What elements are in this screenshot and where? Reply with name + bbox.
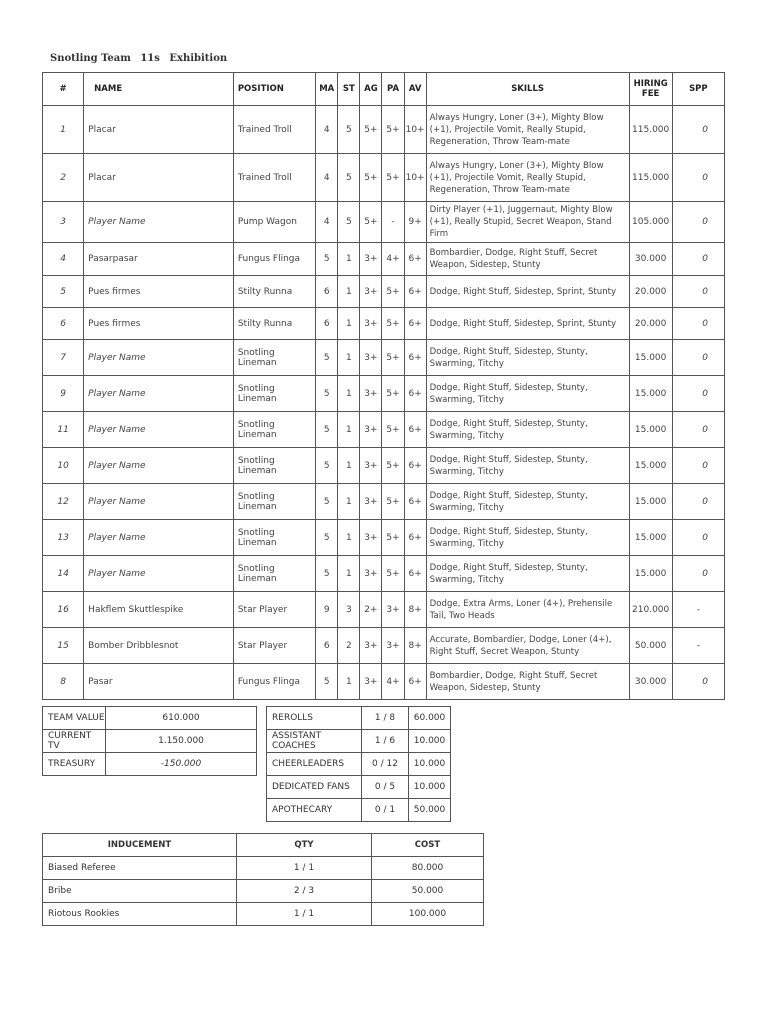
stat-ag: 3+ bbox=[360, 340, 382, 376]
stat-st: 1 bbox=[338, 664, 360, 700]
player-name: Pasarpasar bbox=[84, 243, 234, 276]
player-position: Stilty Runna bbox=[233, 308, 315, 340]
roster-row bbox=[43, 592, 725, 628]
staff-qty: 1 / 6 bbox=[362, 730, 409, 753]
stat-ma: 5 bbox=[316, 448, 338, 484]
player-number: 4 bbox=[43, 243, 84, 276]
player-spp: - bbox=[672, 628, 724, 664]
roster-row bbox=[43, 154, 725, 202]
player-spp: 0 bbox=[672, 520, 724, 556]
col-hiring-fee: HIRING FEE bbox=[629, 73, 672, 106]
hiring-fee: 15.000 bbox=[629, 556, 672, 592]
player-position: Snotling Lineman bbox=[233, 520, 315, 556]
staff-qty: 0 / 5 bbox=[362, 776, 409, 799]
hiring-fee: 15.000 bbox=[629, 376, 672, 412]
player-skills: Accurate, Bombardier, Dodge, Loner (4+), Right Stuff, Secret Weapon, Stunty bbox=[426, 628, 629, 664]
inducement-name: Biased Referee bbox=[43, 857, 237, 880]
player-name: Hakflem Skuttlespike bbox=[84, 592, 234, 628]
team-value-row bbox=[43, 753, 257, 776]
roster-row bbox=[43, 448, 725, 484]
inducement-name: Bribe bbox=[43, 880, 237, 903]
player-number: 15 bbox=[43, 628, 84, 664]
stat-ma: 5 bbox=[316, 556, 338, 592]
team-value-row bbox=[43, 707, 257, 730]
stat-pa: 5+ bbox=[382, 412, 404, 448]
stat-ag: 3+ bbox=[360, 243, 382, 276]
roster-row bbox=[43, 276, 725, 308]
player-skills: Always Hungry, Loner (3+), Mighty Blow (+1), Projectile Vomit, Really Stupid, Regeneration, Throw Team-mate bbox=[426, 154, 629, 202]
stat-pa: 4+ bbox=[382, 243, 404, 276]
team-name: Snotling Team bbox=[50, 53, 131, 64]
player-position: Stilty Runna bbox=[233, 276, 315, 308]
stat-ag: 3+ bbox=[360, 628, 382, 664]
stat-st: 5 bbox=[338, 202, 360, 243]
player-spp: - bbox=[672, 592, 724, 628]
inducement-row bbox=[43, 903, 484, 926]
player-position: Pump Wagon bbox=[233, 202, 315, 243]
player-spp: 0 bbox=[672, 308, 724, 340]
player-skills: Bombardier, Dodge, Right Stuff, Secret Weapon, Sidestep, Stunty bbox=[426, 243, 629, 276]
player-position: Snotling Lineman bbox=[233, 412, 315, 448]
stat-ma: 6 bbox=[316, 308, 338, 340]
player-skills: Dodge, Right Stuff, Sidestep, Stunty, Swarming, Titchy bbox=[426, 520, 629, 556]
stat-pa: 3+ bbox=[382, 628, 404, 664]
inducement-cost: 50.000 bbox=[372, 880, 484, 903]
team-value-table bbox=[42, 706, 257, 776]
col-skills: SKILLS bbox=[426, 73, 629, 106]
player-spp: 0 bbox=[672, 276, 724, 308]
player-spp: 0 bbox=[672, 154, 724, 202]
stat-av: 6+ bbox=[404, 556, 426, 592]
stat-ag: 3+ bbox=[360, 448, 382, 484]
col-name: NAME bbox=[84, 73, 234, 106]
col-position: POSITION bbox=[233, 73, 315, 106]
hiring-fee: 210.000 bbox=[629, 592, 672, 628]
stat-ma: 5 bbox=[316, 664, 338, 700]
stat-ag: 5+ bbox=[360, 154, 382, 202]
inducement-qty: 2 / 3 bbox=[237, 880, 372, 903]
player-number: 5 bbox=[43, 276, 84, 308]
player-name: Placar bbox=[84, 106, 234, 154]
roster-row bbox=[43, 243, 725, 276]
player-spp: 0 bbox=[672, 376, 724, 412]
staff-qty: 0 / 12 bbox=[362, 753, 409, 776]
player-number: 13 bbox=[43, 520, 84, 556]
stat-pa: 3+ bbox=[382, 592, 404, 628]
stat-ma: 9 bbox=[316, 592, 338, 628]
stat-st: 1 bbox=[338, 340, 360, 376]
team-value-label: TEAM VALUE bbox=[43, 707, 106, 730]
col-pa: PA bbox=[382, 73, 404, 106]
player-position: Snotling Lineman bbox=[233, 340, 315, 376]
stat-av: 9+ bbox=[404, 202, 426, 243]
player-number: 12 bbox=[43, 484, 84, 520]
inducement-row bbox=[43, 857, 484, 880]
stat-ma: 4 bbox=[316, 202, 338, 243]
stat-av: 6+ bbox=[404, 664, 426, 700]
team-value-label: CURRENT TV bbox=[43, 730, 106, 753]
player-number: 11 bbox=[43, 412, 84, 448]
stat-st: 1 bbox=[338, 448, 360, 484]
inducement-cost: 80.000 bbox=[372, 857, 484, 880]
hiring-fee: 15.000 bbox=[629, 484, 672, 520]
stat-ma: 6 bbox=[316, 276, 338, 308]
staff-row bbox=[267, 776, 451, 799]
stat-ma: 5 bbox=[316, 520, 338, 556]
staff-row bbox=[267, 707, 451, 730]
team-value-amount: 1.150.000 bbox=[106, 730, 257, 753]
col-spp: SPP bbox=[672, 73, 724, 106]
player-skills: Dodge, Right Stuff, Sidestep, Stunty, Swarming, Titchy bbox=[426, 340, 629, 376]
stat-av: 10+ bbox=[404, 106, 426, 154]
col-ma: MA bbox=[316, 73, 338, 106]
staff-cost: 10.000 bbox=[409, 776, 451, 799]
stat-ag: 2+ bbox=[360, 592, 382, 628]
player-skills: Dodge, Right Stuff, Sidestep, Stunty, Swarming, Titchy bbox=[426, 412, 629, 448]
stat-pa: 5+ bbox=[382, 448, 404, 484]
player-name: Player Name bbox=[84, 202, 234, 243]
inducements-table bbox=[42, 833, 484, 926]
roster-row bbox=[43, 202, 725, 243]
player-spp: 0 bbox=[672, 202, 724, 243]
team-value-row bbox=[43, 730, 257, 753]
col-av: AV bbox=[404, 73, 426, 106]
roster-header-row bbox=[43, 73, 725, 106]
player-name: Placar bbox=[84, 154, 234, 202]
player-position: Star Player bbox=[233, 592, 315, 628]
team-value-label: TREASURY bbox=[43, 753, 106, 776]
stat-st: 1 bbox=[338, 376, 360, 412]
stat-ma: 5 bbox=[316, 484, 338, 520]
stat-pa: - bbox=[382, 202, 404, 243]
staff-row bbox=[267, 753, 451, 776]
team-value-amount: -150.000 bbox=[106, 753, 257, 776]
game-mode: Exhibition bbox=[169, 53, 228, 64]
player-skills: Dodge, Right Stuff, Sidestep, Stunty, Swarming, Titchy bbox=[426, 376, 629, 412]
col-cost: COST bbox=[372, 834, 484, 857]
staff-row bbox=[267, 799, 451, 822]
stat-ma: 6 bbox=[316, 628, 338, 664]
player-number: 14 bbox=[43, 556, 84, 592]
roster-row bbox=[43, 664, 725, 700]
staff-label: CHEERLEADERS bbox=[267, 753, 362, 776]
player-position: Star Player bbox=[233, 628, 315, 664]
stat-st: 1 bbox=[338, 308, 360, 340]
col-st: ST bbox=[338, 73, 360, 106]
stat-st: 1 bbox=[338, 520, 360, 556]
stat-pa: 5+ bbox=[382, 106, 404, 154]
roster-row bbox=[43, 556, 725, 592]
stat-st: 2 bbox=[338, 628, 360, 664]
player-number: 10 bbox=[43, 448, 84, 484]
stat-ag: 3+ bbox=[360, 376, 382, 412]
stat-pa: 5+ bbox=[382, 484, 404, 520]
stat-pa: 5+ bbox=[382, 556, 404, 592]
stat-ag: 3+ bbox=[360, 308, 382, 340]
hiring-fee: 20.000 bbox=[629, 308, 672, 340]
stat-ag: 3+ bbox=[360, 276, 382, 308]
player-name: Player Name bbox=[84, 520, 234, 556]
player-number: 7 bbox=[43, 340, 84, 376]
player-spp: 0 bbox=[672, 412, 724, 448]
roster-table bbox=[42, 72, 725, 700]
inducement-qty: 1 / 1 bbox=[237, 857, 372, 880]
col-inducement: INDUCEMENT bbox=[43, 834, 237, 857]
player-skills: Dodge, Right Stuff, Sidestep, Sprint, Stunty bbox=[426, 308, 629, 340]
player-spp: 0 bbox=[672, 340, 724, 376]
stat-ma: 4 bbox=[316, 154, 338, 202]
player-skills: Dirty Player (+1), Juggernaut, Mighty Blow (+1), Really Stupid, Secret Weapon, Stand Firm bbox=[426, 202, 629, 243]
col-qty: QTY bbox=[237, 834, 372, 857]
col-num: # bbox=[43, 73, 84, 106]
player-skills: Dodge, Right Stuff, Sidestep, Stunty, Swarming, Titchy bbox=[426, 448, 629, 484]
staff-cost: 10.000 bbox=[409, 753, 451, 776]
roster-row bbox=[43, 412, 725, 448]
player-number: 2 bbox=[43, 154, 84, 202]
player-number: 9 bbox=[43, 376, 84, 412]
stat-ag: 3+ bbox=[360, 412, 382, 448]
stat-av: 8+ bbox=[404, 592, 426, 628]
stat-pa: 5+ bbox=[382, 154, 404, 202]
player-name: Player Name bbox=[84, 448, 234, 484]
staff-cost: 50.000 bbox=[409, 799, 451, 822]
stat-av: 6+ bbox=[404, 520, 426, 556]
player-position: Fungus Flinga bbox=[233, 664, 315, 700]
player-number: 8 bbox=[43, 664, 84, 700]
player-name: Player Name bbox=[84, 340, 234, 376]
stat-st: 1 bbox=[338, 412, 360, 448]
player-name: Player Name bbox=[84, 412, 234, 448]
player-name: Pues firmes bbox=[84, 276, 234, 308]
staff-label: REROLLS bbox=[267, 707, 362, 730]
hiring-fee: 30.000 bbox=[629, 664, 672, 700]
roster-row bbox=[43, 106, 725, 154]
roster-row bbox=[43, 628, 725, 664]
stat-ag: 3+ bbox=[360, 520, 382, 556]
hiring-fee: 15.000 bbox=[629, 340, 672, 376]
player-name: Pasar bbox=[84, 664, 234, 700]
player-position: Fungus Flinga bbox=[233, 243, 315, 276]
staff-qty: 1 / 8 bbox=[362, 707, 409, 730]
hiring-fee: 15.000 bbox=[629, 448, 672, 484]
player-name: Player Name bbox=[84, 376, 234, 412]
player-number: 6 bbox=[43, 308, 84, 340]
player-skills: Bombardier, Dodge, Right Stuff, Secret Weapon, Sidestep, Stunty bbox=[426, 664, 629, 700]
player-spp: 0 bbox=[672, 448, 724, 484]
player-spp: 0 bbox=[672, 243, 724, 276]
stat-av: 6+ bbox=[404, 376, 426, 412]
stat-st: 5 bbox=[338, 154, 360, 202]
staff-label: ASSISTANT COACHES bbox=[267, 730, 362, 753]
team-staff-table bbox=[266, 706, 451, 822]
stat-pa: 5+ bbox=[382, 520, 404, 556]
stat-av: 6+ bbox=[404, 484, 426, 520]
stat-av: 6+ bbox=[404, 308, 426, 340]
player-skills: Dodge, Right Stuff, Sidestep, Stunty, Swarming, Titchy bbox=[426, 484, 629, 520]
player-name: Player Name bbox=[84, 484, 234, 520]
player-skills: Dodge, Right Stuff, Sidestep, Sprint, Stunty bbox=[426, 276, 629, 308]
stat-ma: 4 bbox=[316, 106, 338, 154]
stat-pa: 4+ bbox=[382, 664, 404, 700]
inducement-row bbox=[43, 880, 484, 903]
stat-st: 1 bbox=[338, 276, 360, 308]
player-number: 3 bbox=[43, 202, 84, 243]
stat-ma: 5 bbox=[316, 243, 338, 276]
stat-ma: 5 bbox=[316, 376, 338, 412]
player-spp: 0 bbox=[672, 664, 724, 700]
player-number: 16 bbox=[43, 592, 84, 628]
player-spp: 0 bbox=[672, 484, 724, 520]
staff-cost: 10.000 bbox=[409, 730, 451, 753]
hiring-fee: 115.000 bbox=[629, 106, 672, 154]
stat-ag: 3+ bbox=[360, 556, 382, 592]
roster-row bbox=[43, 340, 725, 376]
staff-label: APOTHECARY bbox=[267, 799, 362, 822]
player-number: 1 bbox=[43, 106, 84, 154]
hiring-fee: 50.000 bbox=[629, 628, 672, 664]
inducements-header-row bbox=[43, 834, 484, 857]
roster-row bbox=[43, 520, 725, 556]
hiring-fee: 15.000 bbox=[629, 412, 672, 448]
stat-pa: 5+ bbox=[382, 340, 404, 376]
stat-st: 1 bbox=[338, 243, 360, 276]
stat-st: 3 bbox=[338, 592, 360, 628]
stat-st: 1 bbox=[338, 556, 360, 592]
hiring-fee: 105.000 bbox=[629, 202, 672, 243]
roster-row bbox=[43, 376, 725, 412]
stat-st: 5 bbox=[338, 106, 360, 154]
player-position: Snotling Lineman bbox=[233, 448, 315, 484]
stat-av: 6+ bbox=[404, 412, 426, 448]
stat-av: 10+ bbox=[404, 154, 426, 202]
roster-row bbox=[43, 308, 725, 340]
staff-row bbox=[267, 730, 451, 753]
player-position: Snotling Lineman bbox=[233, 484, 315, 520]
stat-pa: 5+ bbox=[382, 276, 404, 308]
stat-av: 6+ bbox=[404, 448, 426, 484]
player-position: Snotling Lineman bbox=[233, 376, 315, 412]
player-position: Trained Troll bbox=[233, 154, 315, 202]
staff-label: DEDICATED FANS bbox=[267, 776, 362, 799]
stat-st: 1 bbox=[338, 484, 360, 520]
stat-ma: 5 bbox=[316, 340, 338, 376]
col-ag: AG bbox=[360, 73, 382, 106]
staff-qty: 0 / 1 bbox=[362, 799, 409, 822]
hiring-fee: 115.000 bbox=[629, 154, 672, 202]
stat-ma: 5 bbox=[316, 412, 338, 448]
player-skills: Always Hungry, Loner (3+), Mighty Blow (+1), Projectile Vomit, Really Stupid, Regeneration, Throw Team-mate bbox=[426, 106, 629, 154]
inducement-name: Riotous Rookies bbox=[43, 903, 237, 926]
stat-av: 8+ bbox=[404, 628, 426, 664]
stat-av: 6+ bbox=[404, 243, 426, 276]
player-skills: Dodge, Right Stuff, Sidestep, Stunty, Swarming, Titchy bbox=[426, 556, 629, 592]
roster-row bbox=[43, 484, 725, 520]
inducement-qty: 1 / 1 bbox=[237, 903, 372, 926]
stat-av: 6+ bbox=[404, 340, 426, 376]
hiring-fee: 30.000 bbox=[629, 243, 672, 276]
stat-ag: 3+ bbox=[360, 664, 382, 700]
player-name: Pues firmes bbox=[84, 308, 234, 340]
player-name: Bomber Dribblesnot bbox=[84, 628, 234, 664]
stat-ag: 5+ bbox=[360, 106, 382, 154]
team-format: 11s bbox=[140, 53, 160, 64]
stat-ag: 3+ bbox=[360, 484, 382, 520]
player-spp: 0 bbox=[672, 556, 724, 592]
stat-ag: 5+ bbox=[360, 202, 382, 243]
inducement-cost: 100.000 bbox=[372, 903, 484, 926]
player-skills: Dodge, Extra Arms, Loner (4+), Prehensile Tail, Two Heads bbox=[426, 592, 629, 628]
hiring-fee: 20.000 bbox=[629, 276, 672, 308]
player-position: Snotling Lineman bbox=[233, 556, 315, 592]
player-spp: 0 bbox=[672, 106, 724, 154]
stat-pa: 5+ bbox=[382, 376, 404, 412]
hiring-fee: 15.000 bbox=[629, 520, 672, 556]
stat-pa: 5+ bbox=[382, 308, 404, 340]
staff-cost: 60.000 bbox=[409, 707, 451, 730]
stat-av: 6+ bbox=[404, 276, 426, 308]
page-title bbox=[50, 53, 233, 64]
team-value-amount: 610.000 bbox=[106, 707, 257, 730]
player-name: Player Name bbox=[84, 556, 234, 592]
player-position: Trained Troll bbox=[233, 106, 315, 154]
